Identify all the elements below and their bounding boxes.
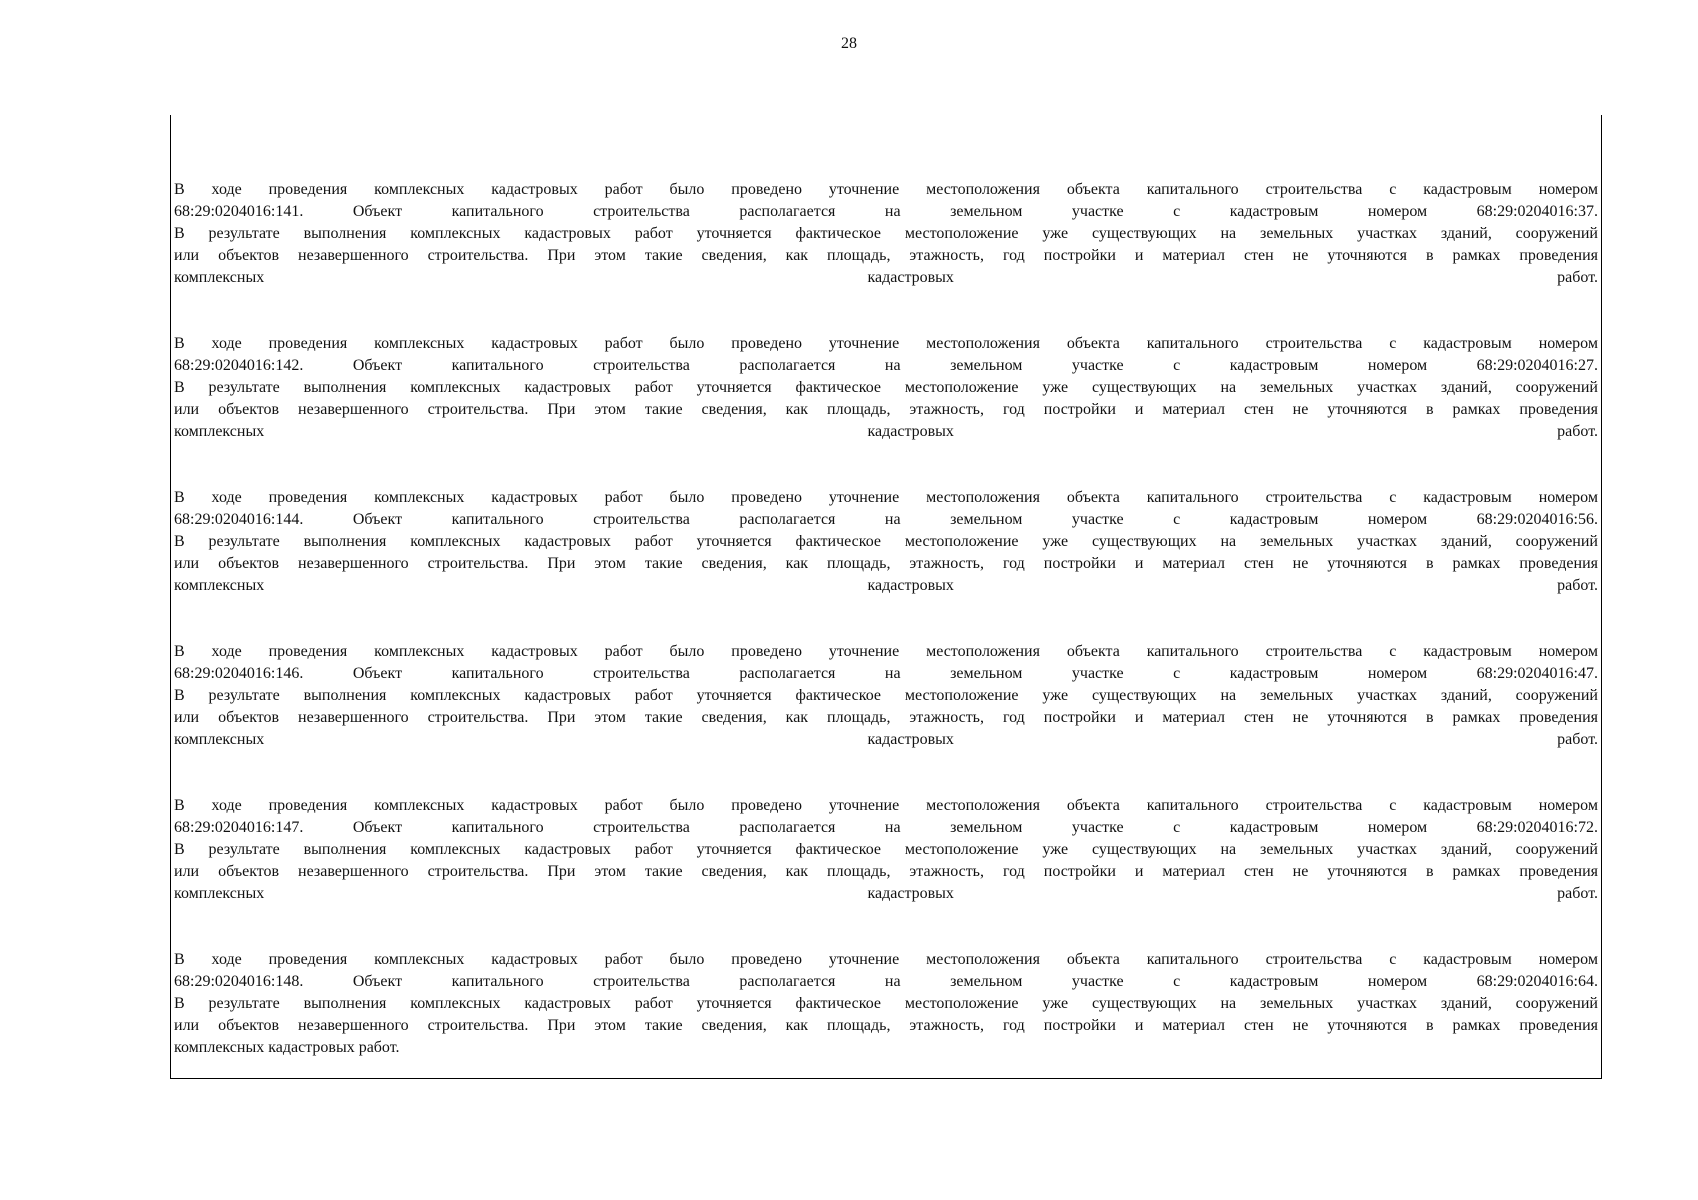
records-column <box>174 179 1598 1059</box>
record-line: В результате выполнения комплексных кадастровых работ уточняется фактическое местоположение уже существующих на земельных участках зданий, сооружений <box>174 225 1598 242</box>
record-144 <box>174 487 1598 597</box>
record-142 <box>174 333 1598 443</box>
page-number: 28 <box>841 35 857 52</box>
record-line: В ходе проведения комплексных кадастровых работ было проведено уточнение местоположения объекта капитального строительства с кадастровым номером <box>174 181 1598 198</box>
record-line: В ходе проведения комплексных кадастровых работ было проведено уточнение местоположения объекта капитального строительства с кадастровым номером <box>174 335 1598 352</box>
record-line: 68:29:0204016:142. Объект капитального строительства располагается на земельном участке с кадастровым номером 68:29:0204016:27. <box>174 357 1598 374</box>
record-147 <box>174 795 1598 905</box>
record-line: или объектов незавершенного строительства. При этом такие сведения, как площадь, этажность, год постройки и материал стен не уточняются в рамках проведения <box>174 709 1598 726</box>
record-line: или объектов незавершенного строительства. При этом такие сведения, как площадь, этажность, год постройки и материал стен не уточняются в рамках проведения <box>174 247 1598 264</box>
record-148 <box>174 949 1598 1059</box>
record-line: В ходе проведения комплексных кадастровых работ было проведено уточнение местоположения объекта капитального строительства с кадастровым номером <box>174 797 1598 814</box>
record-line: или объектов незавершенного строительства. При этом такие сведения, как площадь, этажность, год постройки и материал стен не уточняются в рамках проведения <box>174 555 1598 572</box>
record-line: 68:29:0204016:147. Объект капитального строительства располагается на земельном участке с кадастровым номером 68:29:0204016:72. <box>174 819 1598 836</box>
record-line: или объектов незавершенного строительства. При этом такие сведения, как площадь, этажность, год постройки и материал стен не уточняются в рамках проведения <box>174 1017 1598 1034</box>
table-frame <box>170 115 1602 1079</box>
record-line: В ходе проведения комплексных кадастровых работ было проведено уточнение местоположения объекта капитального строительства с кадастровым номером <box>174 643 1598 660</box>
record-line: 68:29:0204016:144. Объект капитального строительства располагается на земельном участке с кадастровым номером 68:29:0204016:56. <box>174 511 1598 528</box>
record-line: В ходе проведения комплексных кадастровых работ было проведено уточнение местоположения объекта капитального строительства с кадастровым номером <box>174 489 1598 506</box>
record-141 <box>174 179 1598 289</box>
record-line: 68:29:0204016:146. Объект капитального строительства располагается на земельном участке с кадастровым номером 68:29:0204016:47. <box>174 665 1598 682</box>
record-146 <box>174 641 1598 751</box>
record-line: 68:29:0204016:141. Объект капитального строительства располагается на земельном участке с кадастровым номером 68:29:0204016:37. <box>174 203 1598 220</box>
record-line: комплексных кадастровых работ. <box>174 269 1598 286</box>
record-line: комплексных кадастровых работ. <box>174 423 1598 440</box>
record-line: комплексных кадастровых работ. <box>174 731 1598 748</box>
record-line: комплексных кадастровых работ. <box>174 885 1598 902</box>
record-line: В результате выполнения комплексных кадастровых работ уточняется фактическое местоположение уже существующих на земельных участках зданий, сооружений <box>174 687 1598 704</box>
record-line: или объектов незавершенного строительства. При этом такие сведения, как площадь, этажность, год постройки и материал стен не уточняются в рамках проведения <box>174 401 1598 418</box>
record-line: комплексных кадастровых работ. <box>174 1039 400 1056</box>
record-line: комплексных кадастровых работ. <box>174 577 1598 594</box>
record-line: В результате выполнения комплексных кадастровых работ уточняется фактическое местоположение уже существующих на земельных участках зданий, сооружений <box>174 841 1598 858</box>
record-line: 68:29:0204016:148. Объект капитального строительства располагается на земельном участке с кадастровым номером 68:29:0204016:64. <box>174 973 1598 990</box>
record-line: В результате выполнения комплексных кадастровых работ уточняется фактическое местоположение уже существующих на земельных участках зданий, сооружений <box>174 379 1598 396</box>
record-line: В результате выполнения комплексных кадастровых работ уточняется фактическое местоположение уже существующих на земельных участках зданий, сооружений <box>174 533 1598 550</box>
record-line: В результате выполнения комплексных кадастровых работ уточняется фактическое местоположение уже существующих на земельных участках зданий, сооружений <box>174 995 1598 1012</box>
record-line: или объектов незавершенного строительства. При этом такие сведения, как площадь, этажность, год постройки и материал стен не уточняются в рамках проведения <box>174 863 1598 880</box>
record-line: В ходе проведения комплексных кадастровых работ было проведено уточнение местоположения объекта капитального строительства с кадастровым номером <box>174 951 1598 968</box>
